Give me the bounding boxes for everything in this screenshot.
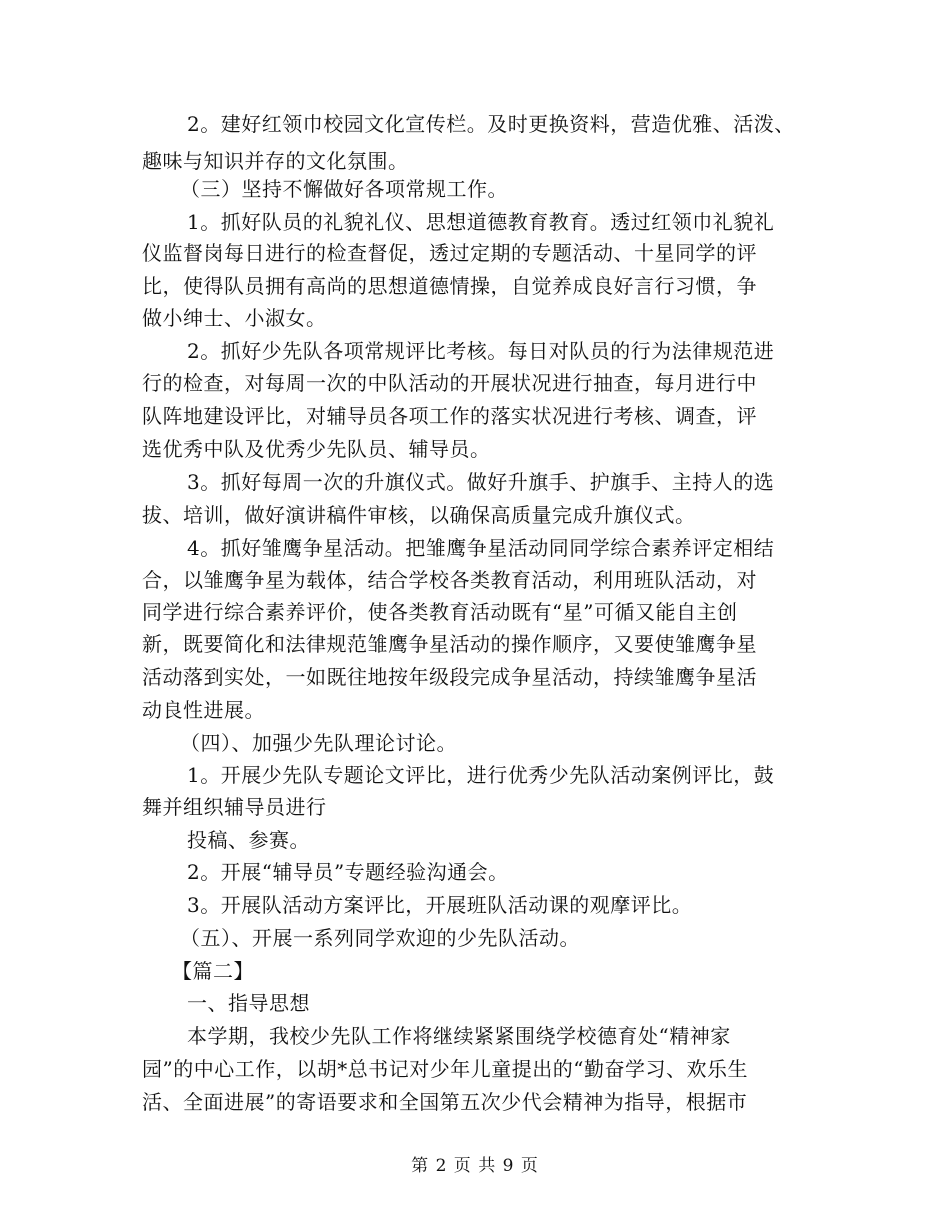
paragraph-line: 仪监督岗每日进行的检查督促，透过定期的专题活动、十星同学的评	[142, 241, 757, 265]
paragraph-line: 3。抓好每周一次的升旗仪式。做好升旗手、护旗手、主持人的选	[187, 470, 775, 494]
paragraph-line: 比，使得队员拥有高尚的思想道德情操，自觉养成良好言行习惯，争	[142, 274, 757, 298]
paragraph-line: 拔、培训，做好演讲稿件审核，以确保高质量完成升旗仪式。	[142, 503, 696, 527]
paragraph-line: 做小绅士、小淑女。	[142, 306, 327, 330]
section-heading: （五）、开展一系列同学欢迎的少先队活动。	[180, 926, 580, 950]
paragraph-line: 队阵地建设评比，对辅导员各项工作的落实状况进行考核、调查，评	[142, 404, 757, 428]
paragraph-line: 同学进行综合素养评价，使各类教育活动既有“星”可循又能自主创	[142, 600, 738, 624]
paragraph-line: 2。建好红领巾校园文化宣传栏。及时更换资料，营造优雅、活泼、	[187, 112, 795, 136]
section-heading: 【篇二】	[172, 959, 254, 983]
paragraph-line: 本学期，我校少先队工作将继续紧紧围绕学校德育处“精神家	[187, 1024, 731, 1048]
paragraph-line: 新，既要简化和法律规范雏鹰争星活动的操作顺序，又要使雏鹰争星	[142, 632, 757, 656]
paragraph-line: 1。开展少先队专题论文评比，进行优秀少先队活动案例评比，鼓	[187, 763, 775, 787]
section-heading: 一、指导思想	[187, 991, 310, 1015]
paragraph-line: 活、全面进展”的寄语要求和全国第五次少代会精神为指导，根据市	[142, 1090, 748, 1114]
paragraph-line: 1。抓好队员的礼貌礼仪、思想道德教育教育。透过红领巾礼貌礼	[187, 210, 775, 234]
paragraph-line: 舞并组织辅导员进行	[142, 795, 327, 819]
paragraph-line: 园”的中心工作，以胡*总书记对少年儿童提出的“勤奋学习、欢乐生	[142, 1057, 748, 1081]
paragraph-line: 2。开展“辅导员”专题经验沟通会。	[187, 860, 509, 884]
section-heading: （三）坚持不懈做好各项常规工作。	[180, 177, 508, 201]
page-number: 第 2 页 共 9 页	[411, 1156, 539, 1176]
paragraph-line: 3。开展队活动方案评比，开展班队活动课的观摩评比。	[187, 893, 693, 917]
paragraph-line: 趣味与知识并存的文化氛围。	[142, 149, 409, 173]
paragraph-line: 选优秀中队及优秀少先队员、辅导员。	[142, 437, 491, 461]
section-heading: （四）、加强少先队理论讨论。	[180, 731, 457, 755]
paragraph-line: 合，以雏鹰争星为载体，结合学校各类教育活动，利用班队活动，对	[142, 568, 757, 592]
paragraph-line: 活动落到实处，一如既往地按年级段完成争星活动，持续雏鹰争星活	[142, 665, 757, 689]
paragraph-line: 2。抓好少先队各项常规评比考核。每日对队员的行为法律规范进	[187, 339, 775, 363]
paragraph-line: 4。抓好雏鹰争星活动。把雏鹰争星活动同同学综合素养评定相结	[187, 536, 775, 560]
paragraph-line: 动良性进展。	[142, 698, 265, 722]
paragraph-line: 行的检查，对每周一次的中队活动的开展状况进行抽查，每月进行中	[142, 371, 757, 395]
paragraph-line: 投稿、参赛。	[187, 828, 310, 852]
